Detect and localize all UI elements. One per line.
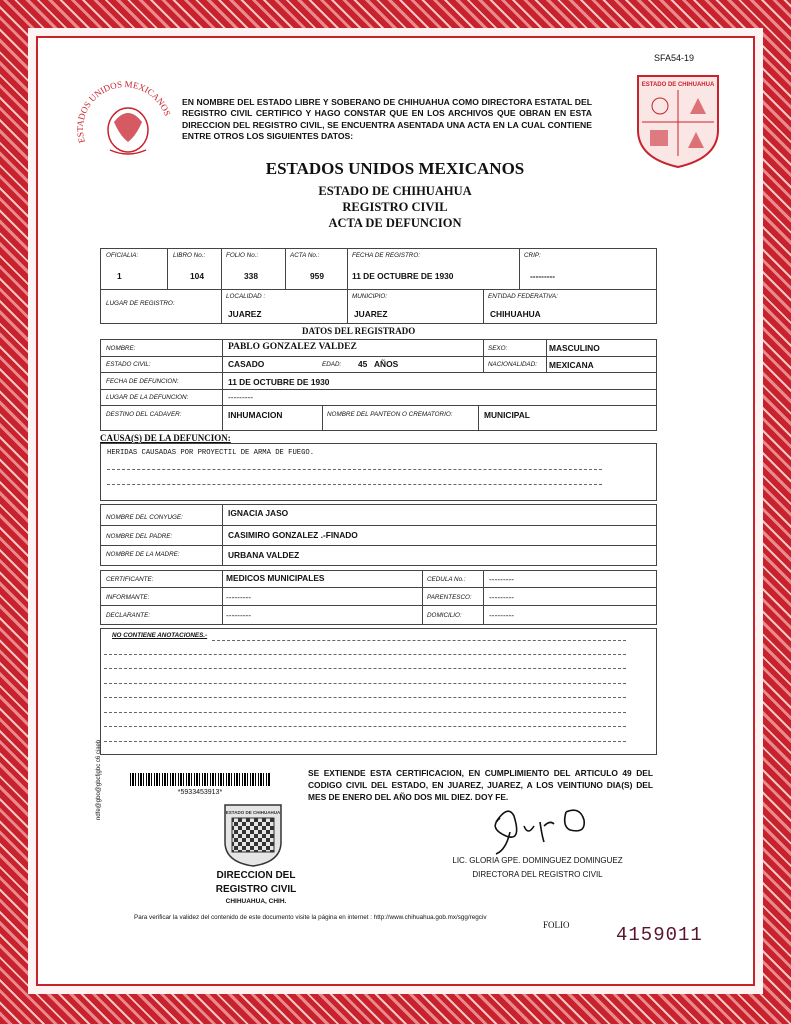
crip-value: --------- xyxy=(530,271,556,281)
divider xyxy=(222,504,223,566)
dashed-line xyxy=(107,484,602,485)
edad-label: EDAD: xyxy=(322,361,342,368)
divider xyxy=(483,339,484,372)
lugar-defuncion-label: LUGAR DE LA DEFUNCION: xyxy=(106,394,189,401)
fecha-registro-value: 11 DE OCTUBRE DE 1930 xyxy=(352,271,454,281)
divider xyxy=(100,372,657,373)
fecha-defuncion-label: FECHA DE DEFUNCION: xyxy=(106,378,179,385)
state-seal-icon xyxy=(632,70,724,170)
verification-text: Para verificar la validez del contenido de este documento visite la página en internet : http://www.chihuahua.gob.mx/sgg/regciv xyxy=(134,914,487,921)
lugar-registro-label: LUGAR DE REGISTRO: xyxy=(106,300,175,307)
dashed-line xyxy=(104,726,626,727)
divider xyxy=(100,289,657,290)
causa-text: HERIDAS CAUSADAS POR PROYECTIL DE ARMA DE FUEGO. xyxy=(107,449,315,457)
seal-text: ESTADOS UNIDOS MEXICANOS xyxy=(74,79,173,145)
divider xyxy=(483,289,484,324)
directorate-line2: REGISTRO CIVIL xyxy=(215,884,297,895)
registry-seal-icon xyxy=(222,802,284,868)
parentesco-label: PARENTESCO: xyxy=(427,594,472,601)
folio-number: 4159011 xyxy=(616,924,703,946)
directorate-line1: DIRECCION DEL xyxy=(216,870,296,881)
divider xyxy=(347,248,348,324)
registrado-section-title: DATOS DEL REGISTRADO xyxy=(302,326,416,336)
destino-label: DESTINO DEL CADAVER: xyxy=(106,411,182,418)
certificacion-box xyxy=(100,570,657,625)
acta-value: 959 xyxy=(310,271,324,281)
dashed-line xyxy=(104,683,626,684)
folio-label: FOLIO No.: xyxy=(226,252,259,259)
divider xyxy=(483,570,484,625)
nacionalidad-label: NACIONALIDAD: xyxy=(488,361,537,368)
entidad-value: CHIHUAHUA xyxy=(490,309,541,319)
panteon-value: MUNICIPAL xyxy=(484,410,530,420)
fecha-defuncion-value: 11 DE OCTUBRE DE 1930 xyxy=(228,377,330,387)
national-seal-icon xyxy=(70,72,180,172)
registry-title: REGISTRO CIVIL xyxy=(342,200,448,214)
entidad-label: ENTIDAD FEDERATIVA: xyxy=(488,293,558,300)
crip-label: CRIP: xyxy=(524,252,541,259)
divider xyxy=(546,339,547,372)
certificante-label: CERTIFICANTE: xyxy=(106,576,154,583)
edad-value: 45 AÑOS xyxy=(358,359,399,369)
municipio-label: MUNICIPIO: xyxy=(352,293,387,300)
divider xyxy=(478,405,479,431)
dashed-line xyxy=(104,668,626,669)
divider xyxy=(100,356,657,357)
certification-text: SE EXTIENDE ESTA CERTIFICACION, EN CUMPLIMIENTO DEL ARTICULO 49 DEL CODIGO CIVIL DEL ESTADO, EN JUAREZ, JUAREZ, A LOS VEINTIUNO DIA(S) DEL MES DE ENERO DEL AÑO DOS MIL DIEZ. DOY FE. xyxy=(308,768,653,802)
estado-civil-value: CASADO xyxy=(228,359,265,369)
signer-name: LIC. GLORIA GPE. DOMINGUEZ DOMINGUEZ xyxy=(452,856,623,865)
folio-value: 338 xyxy=(244,271,258,281)
dashed-line xyxy=(104,654,626,655)
cedula-label: CEDULA No.: xyxy=(427,576,466,583)
parentesco-value: --------- xyxy=(489,592,515,602)
divider xyxy=(167,248,168,289)
oficialia-value: 1 xyxy=(117,271,122,281)
domicilio-label: DOMICILIO: xyxy=(427,612,462,619)
destino-value: INHUMACION xyxy=(228,410,283,420)
divider xyxy=(100,389,657,390)
registry-seal-text: ESTADO DE CHIHUAHUA xyxy=(225,810,281,815)
municipio-value: JUAREZ xyxy=(354,309,388,319)
libro-label: LIBRO No.: xyxy=(173,252,206,259)
familia-box xyxy=(100,504,657,566)
nacionalidad-value: MEXICANA xyxy=(549,360,594,370)
nombre-label: NOMBRE: xyxy=(106,345,136,352)
nombre-value: PABLO GONZALEZ VALDEZ xyxy=(228,342,357,352)
anotaciones-label: NO CONTIENE ANOTACIONES.- xyxy=(112,632,208,639)
act-title: ACTA DE DEFUNCION xyxy=(328,216,462,230)
anotaciones-box xyxy=(100,628,657,755)
causa-section-title: CAUSA(S) DE LA DEFUNCION: xyxy=(100,433,231,443)
cedula-value: --------- xyxy=(489,574,515,584)
declarante-value: --------- xyxy=(226,610,252,620)
divider xyxy=(100,525,657,526)
state-seal-text: ESTADO DE CHIHUAHUA xyxy=(641,82,715,88)
informante-label: INFORMANTE: xyxy=(106,594,150,601)
divider xyxy=(285,248,286,289)
folio-footer-label: FOLIO xyxy=(543,920,570,930)
madre-value: URBANA VALDEZ xyxy=(228,550,300,560)
divider xyxy=(322,405,323,431)
conyuge-label: NOMBRE DEL CONYUGE: xyxy=(106,514,183,521)
domicilio-value: --------- xyxy=(489,610,515,620)
estado-civil-label: ESTADO CIVIL: xyxy=(106,361,151,368)
dashed-line xyxy=(104,712,626,713)
barcode-number: *5933453913* xyxy=(177,789,223,796)
sexo-label: SEXO: xyxy=(488,345,508,352)
intro-text: EN NOMBRE DEL ESTADO LIBRE Y SOBERANO DE CHIHUAHUA COMO DIRECTORA ESTATAL DEL REGISTRO CIVIL CERTIFICO Y HAGO CONSTAR QUE EN LOS ARCHIVOS QUE OBRAN EN ESTA DIRECCION DEL REGISTRO CIVIL, SE ENCUENTRA ASENTADA UNA ACTA EN LA CUAL CONTIENE ENTRE OTROS LOS SIGUIENTES DATOS: xyxy=(182,97,592,142)
padre-value: CASIMIRO GONZALEZ .-FINADO xyxy=(228,530,358,540)
barcode xyxy=(130,773,270,786)
informante-value: --------- xyxy=(226,592,252,602)
divider xyxy=(221,248,222,324)
divider xyxy=(519,248,520,289)
dashed-line xyxy=(107,469,602,470)
panteon-label: NOMBRE DEL PANTEON O CREMATORIO: xyxy=(327,411,453,418)
declarante-label: DECLARANTE: xyxy=(106,612,151,619)
divider xyxy=(100,605,657,606)
conyuge-value: IGNACIA JASO xyxy=(228,508,289,518)
divider xyxy=(222,339,223,431)
libro-value: 104 xyxy=(190,271,204,281)
side-code: ndfe@gbo@gbcfjgbc c6 ciaeb xyxy=(96,739,102,820)
directorate-city: CHIHUAHUA, CHIH. xyxy=(225,898,287,905)
divider xyxy=(100,405,657,406)
dashed-line xyxy=(212,640,626,641)
divider xyxy=(222,570,223,625)
localidad-value: JUAREZ xyxy=(228,309,262,319)
sexo-value: MASCULINO xyxy=(549,343,600,353)
serial-code: SFA54-19 xyxy=(654,53,695,63)
signer-title: DIRECTORA DEL REGISTRO CIVIL xyxy=(472,870,603,879)
state-title: ESTADO DE CHIHUAHUA xyxy=(318,184,472,198)
divider xyxy=(100,545,657,546)
madre-label: NOMBRE DE LA MADRE: xyxy=(106,551,180,558)
certificante-value: MEDICOS MUNICIPALES xyxy=(226,573,325,583)
fecha-registro-label: FECHA DE REGISTRO: xyxy=(352,252,420,259)
oficialia-label: OFICIALIA: xyxy=(106,252,139,259)
divider xyxy=(100,587,657,588)
padre-label: NOMBRE DEL PADRE: xyxy=(106,533,173,540)
acta-label: ACTA No.: xyxy=(290,252,320,259)
localidad-label: LOCALIDAD : xyxy=(226,293,266,300)
document-title: ESTADOS UNIDOS MEXICANOS xyxy=(265,159,525,178)
signature xyxy=(480,798,610,858)
lugar-defuncion-value: --------- xyxy=(228,392,254,402)
dashed-line xyxy=(104,741,626,742)
dashed-line xyxy=(104,697,626,698)
divider xyxy=(422,570,423,625)
